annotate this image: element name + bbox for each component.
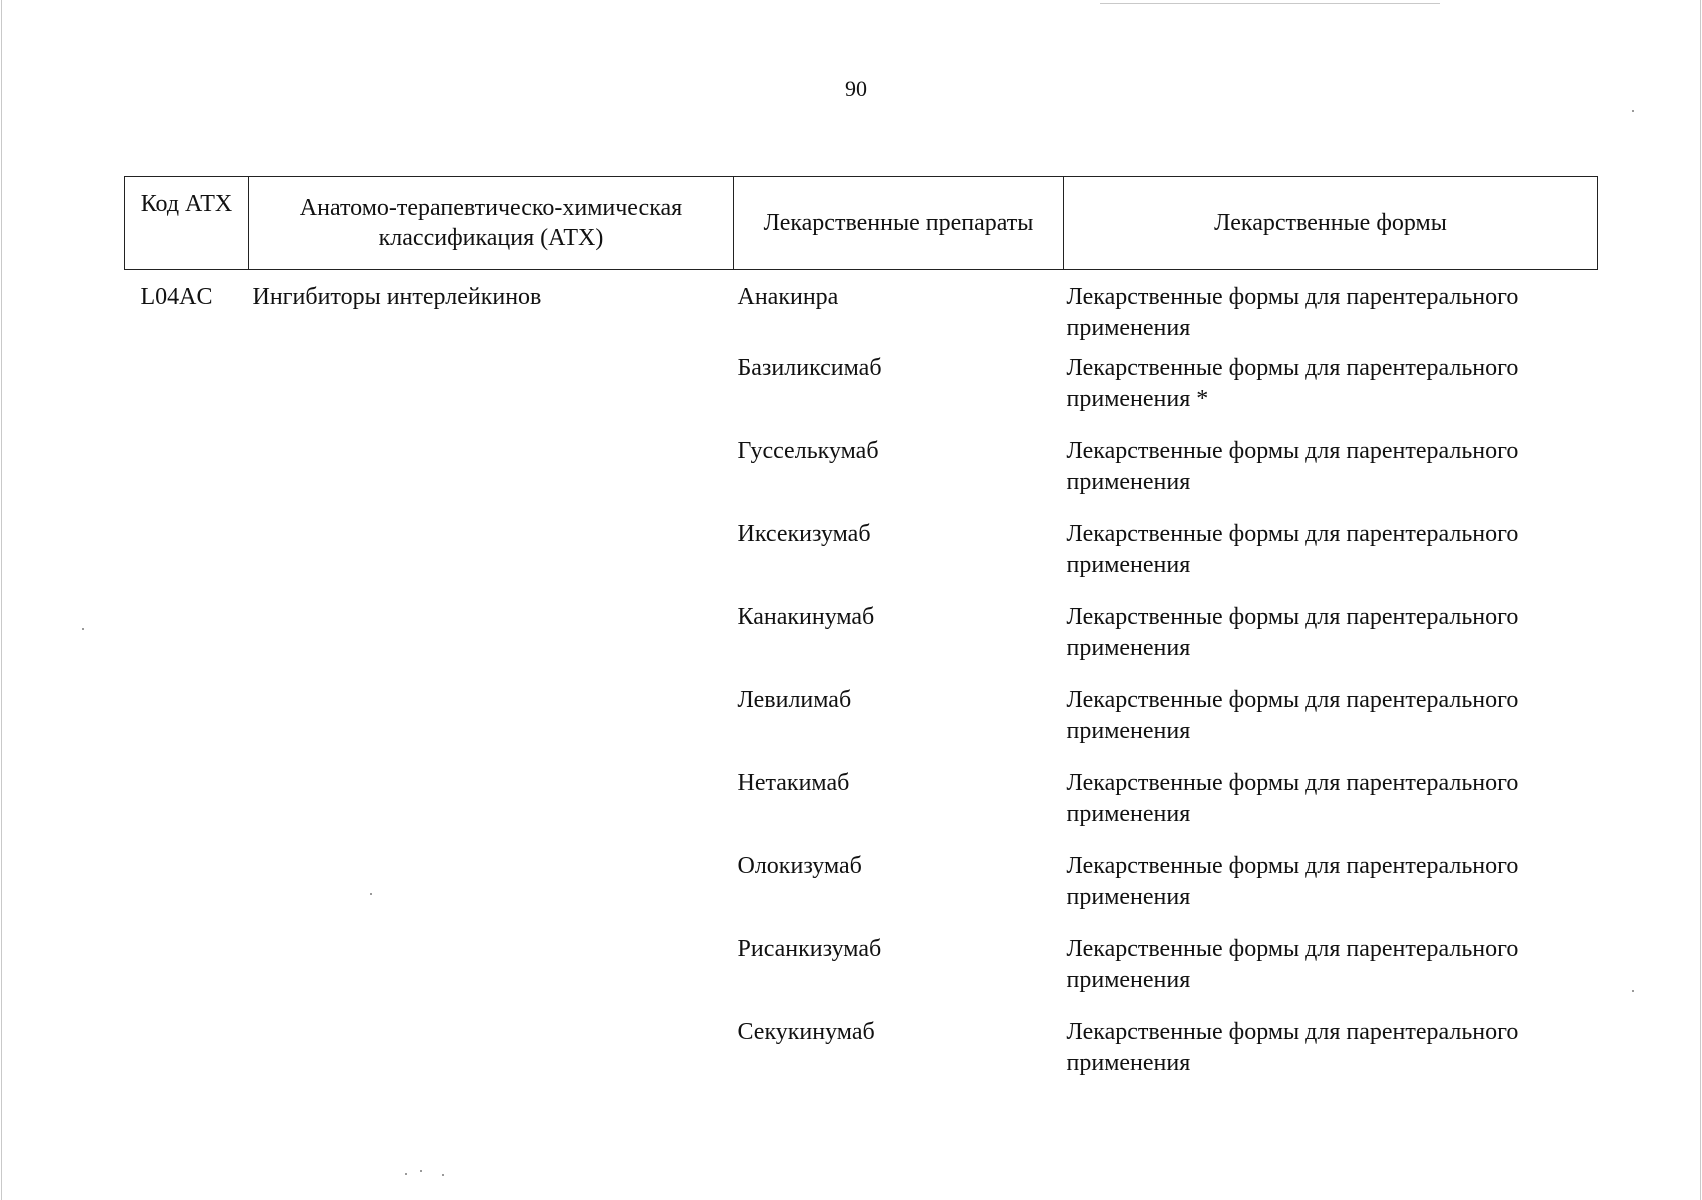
page-number: 90: [845, 76, 867, 101]
scan-speck: [405, 1173, 407, 1175]
form-cell: Лекарственные формы для парентерального применения: [1066, 853, 1519, 910]
scan-speck: [1632, 110, 1634, 112]
scan-speck: [420, 1170, 422, 1172]
drug-cell: Канакинумаб: [737, 604, 875, 630]
empty-cell: [249, 851, 734, 934]
atc-classification-cell: Ингибиторы интерлейкинов: [252, 284, 542, 310]
table-row: [125, 934, 1598, 1017]
form-cell: Лекарственные формы для парентерального применения *: [1066, 355, 1519, 412]
form-cell: Лекарственные формы для парентерального применения: [1066, 521, 1519, 578]
drug-cell: Олокизумаб: [737, 853, 862, 879]
empty-cell: [125, 685, 249, 768]
table-row: [125, 768, 1598, 851]
scan-speck: [82, 628, 84, 630]
header-code: Код АТХ: [125, 177, 249, 270]
table-row: [125, 353, 1598, 436]
header-drugs: Лекарственные препараты: [734, 177, 1064, 270]
empty-cell: [249, 934, 734, 1017]
drug-cell: Гусселькумаб: [737, 438, 879, 464]
empty-cell: [125, 768, 249, 851]
scan-speck: [442, 1174, 444, 1176]
drug-cell: Левилимаб: [737, 687, 852, 713]
drug-cell: Нетакимаб: [737, 770, 850, 796]
drug-cell: Базиликсимаб: [737, 355, 882, 381]
empty-cell: [125, 353, 249, 436]
drug-cell: Секукинумаб: [737, 1019, 875, 1045]
table-row: [125, 436, 1598, 519]
table-row: [125, 602, 1598, 685]
empty-cell: [249, 1017, 734, 1100]
table-row: [125, 851, 1598, 934]
empty-cell: [249, 685, 734, 768]
empty-cell: [125, 436, 249, 519]
atc-table: [124, 176, 1598, 1100]
form-cell: Лекарственные формы для парентерального применения: [1066, 604, 1519, 661]
empty-cell: [249, 768, 734, 851]
empty-cell: [249, 436, 734, 519]
drug-cell: Рисанкизумаб: [737, 936, 882, 962]
form-cell: Лекарственные формы для парентерального применения: [1066, 284, 1519, 341]
scan-edge-top: [1100, 3, 1440, 4]
form-cell: Лекарственные формы для парентерального применения: [1066, 438, 1519, 495]
empty-cell: [125, 602, 249, 685]
atc-code-cell: L04AC: [140, 284, 213, 310]
header-classification: Анатомо-терапевтическо-химическая классификация (АТХ): [249, 177, 734, 270]
table-row: [125, 1017, 1598, 1100]
empty-cell: [125, 519, 249, 602]
form-cell: Лекарственные формы для парентерального применения: [1066, 936, 1519, 993]
table-row: [125, 685, 1598, 768]
scan-edge-right: [1700, 0, 1701, 1200]
drug-cell: Иксекизумаб: [737, 521, 871, 547]
empty-cell: [125, 851, 249, 934]
empty-cell: [249, 519, 734, 602]
form-cell: Лекарственные формы для парентерального применения: [1066, 770, 1519, 827]
table-row: [125, 270, 1598, 354]
table-row: [125, 519, 1598, 602]
empty-cell: [125, 934, 249, 1017]
form-cell: Лекарственные формы для парентерального применения: [1066, 687, 1519, 744]
scan-edge-left: [1, 0, 2, 1200]
form-cell: Лекарственные формы для парентерального применения: [1066, 1019, 1519, 1076]
scan-speck: [1632, 990, 1634, 992]
empty-cell: [125, 1017, 249, 1100]
header-forms: Лекарственные формы: [1064, 177, 1598, 270]
table-header-row: [125, 177, 1598, 270]
empty-cell: [249, 602, 734, 685]
table-body: [125, 270, 1598, 1101]
drug-cell: Анакинра: [737, 284, 839, 310]
empty-cell: [249, 353, 734, 436]
